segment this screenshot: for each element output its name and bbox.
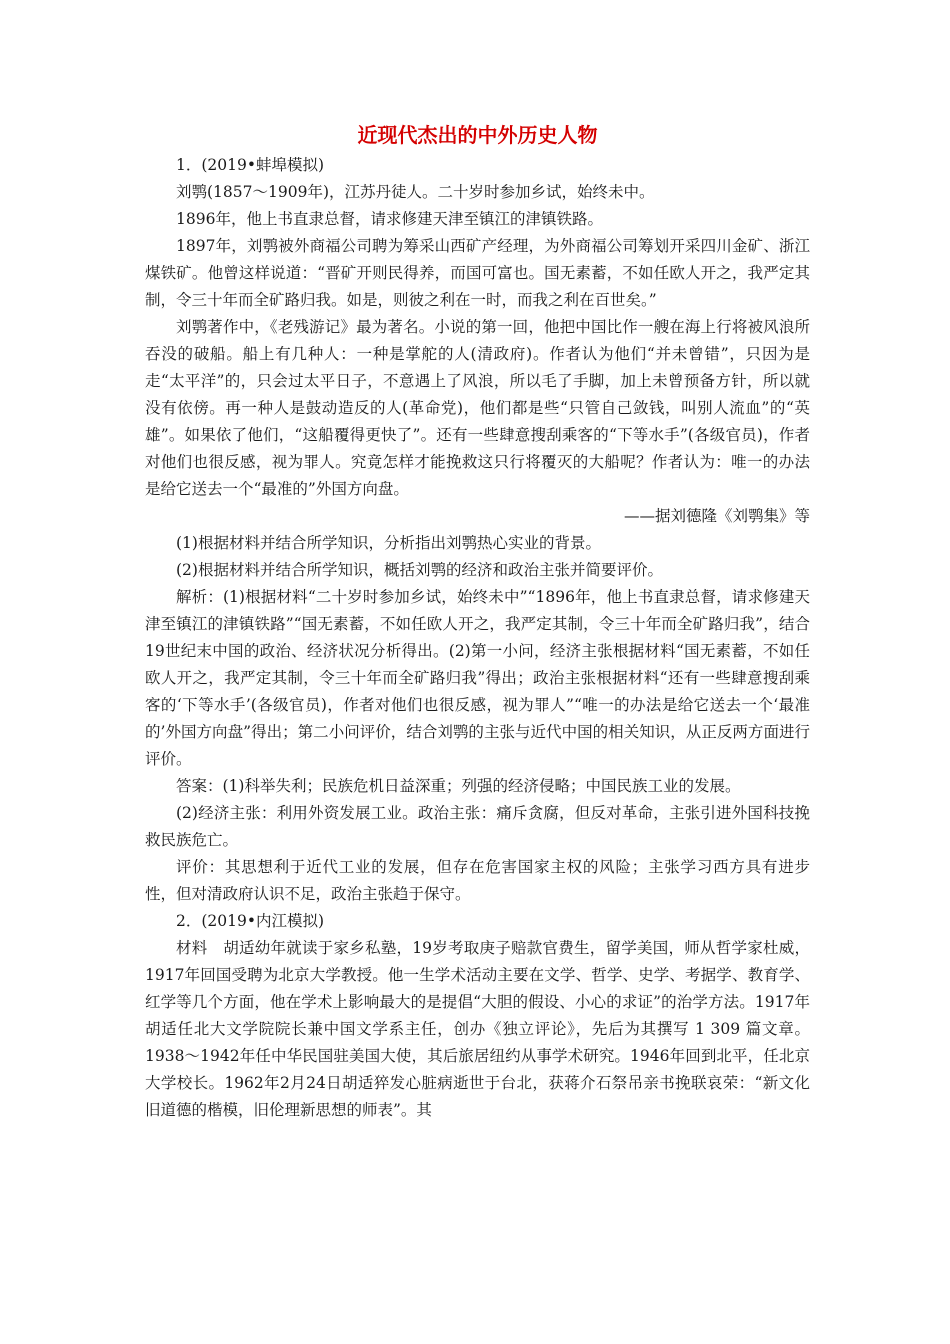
answer-paragraph: (2)经济主张：利用外资发展工业。政治主张：痛斥贪腐，但反对革命，主张引进外国科技挽救民族危亡。 (145, 804, 810, 849)
sub-question-1: (1)根据材料并结合所学知识，分析指出刘鹗热心实业的背景。 (176, 534, 601, 552)
document-page (145, 118, 810, 1124)
material-paragraph: 材料 胡适幼年就读于家乡私塾，19岁考取庚子赔款官费生，留学美国，师从哲学家杜威，1917年回国受聘为北京大学教授。他一生学术活动主要在文学、哲学、史学、考据学、教育学、红学等几个方面，他在学术上影响最大的是提倡“大胆的假设、小心的求证”的治学方法。1917年胡适任北大文学院院长兼中国文学系主任，创办《独立评论》，先后为其撰写 1 309 篇文章。1938～1942年任中华民国驻美国大使，其后旅居纽约从事学术研究。1946年回到北平，任北京大学校长。1962年2月24日胡适猝发心脏病逝世于台北，获蒋介石祭吊亲书挽联哀荣：“新文化旧道德的楷模，旧伦理新思想的师表”。其 (145, 939, 810, 1119)
question-1-header: 1．(2019•蚌埠模拟) (176, 156, 325, 174)
material-paragraph: 1897年，刘鹗被外商福公司聘为筹采山西矿产经理，为外商福公司筹划开采四川金矿、浙江煤铁矿。他曾这样说道：“晋矿开则民得养，而国可富也。国无素蓄，不如任欧人开之，我严定其制，令三十年而全矿路归我。如是，则彼之利在一时，而我之利在百世矣。” (145, 237, 810, 309)
material-paragraph: 刘鹗著作中，《老残游记》最为著名。小说的第一回，他把中国比作一艘在海上行将被风浪所吞没的破船。船上有几种人：一种是掌舵的人(清政府)。作者认为他们“并未曾错”，只因为是走“太平洋”的，只会过太平日子，不意遇上了风浪，所以毛了手脚，加上未曾预备方针，所以就没有依傍。再一种人是鼓动造反的人(革命党)，他们都是些“只管自己敛钱，叫别人流血”的“英雄”。如果依了他们，“这船覆得更快了”。还有一些肆意搜刮乘客的“下等水手”(各级官员)，作者对他们也很反感，视为罪人。究竟怎样才能挽救这只行将覆灭的大船呢？作者认为：唯一的办法是给它送去一个“最准的”外国方向盘。 (145, 318, 810, 498)
material-paragraph: 1896年，他上书直隶总督，请求修建天津至镇江的津镇铁路。 (176, 210, 603, 228)
question-2-header: 2．(2019•内江模拟) (176, 912, 325, 930)
answer-paragraph: 答案：(1)科举失利；民族危机日益深重；列强的经济侵略；中国民族工业的发展。 (176, 777, 741, 795)
page-title: 近现代杰出的中外历史人物 (357, 123, 598, 147)
source-citation: ——据刘德隆《刘鹗集》等 (623, 507, 810, 525)
evaluation-paragraph: 评价：其思想利于近代工业的发展，但存在危害国家主权的风险；主张学习西方具有进步性，但对清政府认识不足，政治主张趋于保守。 (145, 858, 810, 903)
sub-question-2: (2)根据材料并结合所学知识，概括刘鹗的经济和政治主张并简要评价。 (176, 561, 663, 579)
analysis-paragraph: 解析：(1)根据材料“二十岁时参加乡试，始终未中”“1896年，他上书直隶总督，请求修建天津至镇江的津镇铁路”“国无素蓄，不如任欧人开之，我严定其制，令三十年而全矿路归我”，结合19世纪末中国的政治、经济状况分析得出。(2)第一小问，经济主张根据材料“国无素蓄，不如任欧人开之，我严定其制，令三十年而全矿路归我”得出；政治主张根据材料“还有一些肆意搜刮乘客的‘下等水手’(各级官员)，作者对他们也很反感，视为罪人”“唯一的办法是给它送去一个‘最准的’外国方向盘”得出；第二小问评价，结合刘鹗的主张与近代中国的相关知识，从正反两方面进行评价。 (145, 588, 810, 768)
material-paragraph: 刘鹗(1857～1909年)，江苏丹徒人。二十岁时参加乡试，始终未中。 (176, 183, 655, 201)
